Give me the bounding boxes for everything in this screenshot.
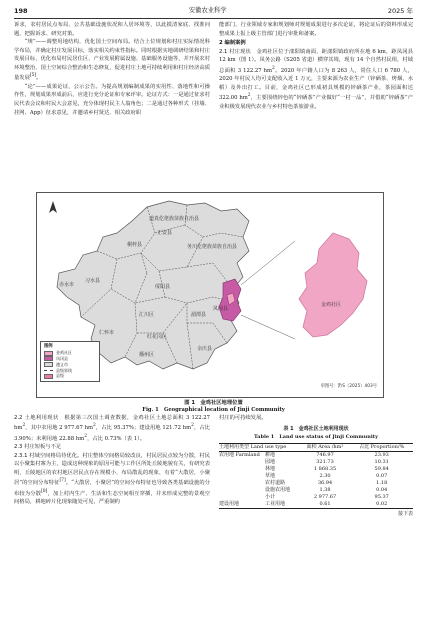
map-label-renhuai: 仁怀市 (99, 330, 115, 336)
map-label-suiyang: 绥阳县 (155, 284, 171, 290)
table-cell: 36.94 (317, 479, 333, 486)
right-column-bottom (219, 414, 413, 518)
header-rule (14, 18, 413, 19)
table-group-label: 农用地 Farmland (219, 451, 260, 458)
map-label-fenggang: 凤冈县 (213, 306, 229, 312)
paragraph: “论”——成果论证，公示公告。为提高规划编制成果的实用性、落地性和可操作性，规划成果形成前后，应进行充分论证和专家评审。论证方式：一是通过征求村民代表会议和村民大会意见，充分体现村民主人翁角色；二是通过各种形式（挂墙、挂网、App）征求意见，并邀请乡村贤达、相关政府职 (14, 83, 210, 116)
legend-swatch (44, 351, 53, 356)
legend-label: 县级界线 (56, 367, 72, 373)
table-cell: 农村道路 (265, 479, 286, 486)
legend-swatch (44, 356, 53, 361)
map-label-jinji: 金鸡社区 (321, 302, 342, 308)
table-cell: 1.38 (319, 486, 331, 493)
table-group-label: 建设用地 (219, 501, 265, 509)
callout-line (241, 241, 295, 285)
figure-caption-en: Fig. 1 Geographical location of Jinji Community (142, 407, 285, 413)
jinji-community-enlarged (299, 233, 367, 337)
map-label-zhengan: 正安县 (157, 230, 173, 236)
table-cell: 耕地 (265, 451, 276, 458)
paragraph-text: 根据第三次国土调查数据，金鸡社区土地总面积 3 122.27 $hm^2$，其中农用地 2 977.67 $hm^2$，占比 95.37%；建设用地 121.72 $hm^2$，占比 3.90%；未利用地 22.88 $hm^2$，占比 0.73%（表 1）。 (14, 415, 211, 442)
table-row (219, 451, 413, 459)
paragraph (14, 452, 210, 507)
map-approval-number: 审图号：黔S（2025）403号 (320, 384, 377, 390)
table-cell: 0.04 (376, 486, 388, 493)
paragraph: “规”——调整用地结构，优化国土空间布局。结合上位规划和村庄实际情况科学布局，并确定村庄发展目标，落实相关约束性指标。同时根据实地调研结果和村庄发展目标，优化布局村民居住区、产业发展附属设施、基础服务设施等，并开展农村环境整治、国土空间综合整治和生态修复，促进村庄土地可持续利用和村庄经济高质量发展[5]。 (14, 39, 210, 82)
subsection-heading: 2.2 土地利用现状 (14, 415, 59, 421)
section-heading: 2 编制案例 (219, 40, 246, 47)
table-cell: 园地 (265, 458, 276, 465)
legend-swatch (44, 362, 53, 367)
table-cell: 林地 (265, 465, 276, 472)
left-column-top (14, 21, 210, 117)
left-column-bottom (14, 414, 210, 507)
table-caption-cn: 表 1 金鸡社区土地利用现状 (283, 425, 349, 432)
table-cell: 95.37 (374, 493, 389, 500)
journal-year: 2025 年 (387, 6, 413, 15)
land-use-table (219, 443, 413, 509)
map-label-huichuan: 汇川区 (139, 312, 155, 318)
legend-label: 遵义市 (56, 361, 68, 367)
map-label-tongzi: 桐梓县 (127, 242, 143, 248)
table-cell: 1 868.35 (313, 465, 337, 472)
running-header (14, 5, 413, 17)
table-cell: 2.30 (319, 472, 331, 479)
page-number: 198 (14, 6, 28, 15)
table-cell: 设施农用地 (265, 486, 291, 493)
table-cell: 0.02 (350, 501, 413, 509)
location-map-figure (36, 192, 384, 398)
figure-caption-cn: 图 1 金鸡社区地理位置 (184, 400, 243, 406)
map-label-xishui: 习水县 (85, 278, 101, 284)
legend-label: 凤冈县 (56, 356, 68, 362)
subsection-heading: 2.1 村庄现状 (219, 48, 251, 55)
subsection-heading: 2.3 村庄短板与不足 (14, 444, 62, 451)
map-legend (40, 341, 100, 382)
map-label-chishui: 赤水市 (59, 282, 75, 288)
legend-label: 金鸡社区 (56, 350, 72, 356)
legend-item (44, 373, 96, 379)
map-label-bozhou: 播州区 (139, 352, 155, 358)
paragraph-text: 金鸡社区位于漾阳镇南面，距漾阳镇政府所在地 6 km，距凤冈县 12 km（图 1）。凤务公路（S205 省道）横穿其境，现有 14 个自然村民组，村域总面积 3 122.27 $hm^2$。2020 年户籍人口为 8 263 人，常住人口 6 780 人，2020 年村民人均可支配收入近 1 万元，主要来源为农业生产（锌硒茶、烤烟、水稻）及外出打工。目前，金鸡社区已形成初具规模的锌硒茶产业，茶园面积达 322.00 $hm^2$，主要围绕锌色的“锌硒茶”产业做好“一村一品”，并借助“锌硒茶”产业积极发展现代农业与乡村特色茶旅游业。 (219, 48, 413, 110)
map-label-yuqing: 余庆县 (197, 346, 213, 352)
table-cell: 59.84 (374, 465, 389, 472)
table-cell: 746.97 (316, 451, 334, 458)
map-label-wuchuan: 务川仡佬族苗族自治县 (187, 244, 238, 250)
paragraph (219, 48, 413, 112)
table-continued-note: 接下表 (397, 510, 413, 517)
table-cell: 1.18 (376, 479, 388, 486)
table-cell: 2 977.67 (313, 493, 337, 500)
table-cell: 草地 (265, 472, 276, 479)
table-cell: 321.73 (316, 458, 334, 465)
journal-title: 安徽农业科学 (188, 6, 227, 14)
table-header-area: 面积 Area /hm² (300, 443, 351, 451)
table-header-proportion: 占比 Proportion/% (350, 443, 413, 451)
subsubsection-heading: 2.3.1 村域空间格局待优化。 (14, 452, 83, 459)
map-label-daozhen: 道真仡佬族苗族自治县 (149, 216, 200, 222)
map-label-honghuagang: 红花岗区 (147, 334, 168, 340)
legend-line (44, 370, 53, 371)
table-row (219, 501, 413, 509)
table-cell: 工业用地 (265, 501, 300, 509)
table-cell: 0.61 (300, 501, 351, 509)
table-cell: 10.31 (374, 458, 389, 465)
paragraph (14, 414, 210, 443)
table-cell: 小计 (265, 493, 276, 500)
table-cell: 23.93 (374, 451, 389, 458)
legend-swatch (44, 374, 53, 379)
legend-label: 县级 (56, 373, 64, 379)
map-label-meitan: 湄潭县 (191, 312, 207, 318)
paragraph-text: 村庄整体空间格局较改良，村民居民点较为分散，村民以小聚集村寨为主，造成这种现象的原因可能与工作区所处丘陵地貌有关，有研究表明，丘陵地区的农村地区居民点存在规模小、布局散乱的现象，有着“大散居，小聚居”的空间分布特征[7]。“大散居，小聚居”的空间分布特征也导致各类基础设施的分布较为分散[8]，加上村内生产、生活和生态空间相互穿插，并未形成完整的景观空间格局，耕地碎片化现象随处可见，严重制约 (14, 452, 210, 506)
paragraph: 能部门、行业领域专家和规划师对规划成果进行多次论证，将论证后的资料形成完整成果上报上级主管部门进行审批和备案。 (219, 22, 413, 37)
paragraph: 诉求，农村居民点布局、公共基础设施状况和人居环境等，以此摸清家底、找准问题，把握诉求、研究对策。 (14, 22, 210, 37)
table-cell: 0.07 (376, 472, 388, 479)
north-arrow-icon (49, 201, 57, 213)
callout-line (241, 315, 295, 339)
paragraph: 村庄的可持续发展。 (219, 415, 267, 421)
right-column-top (219, 21, 413, 111)
table-caption-en: Table 1 Land use status of Jinji Community (254, 433, 378, 440)
table-header-type: 土地利用类型 Land use type (219, 443, 300, 451)
legend-title: 图例 (44, 344, 53, 349)
